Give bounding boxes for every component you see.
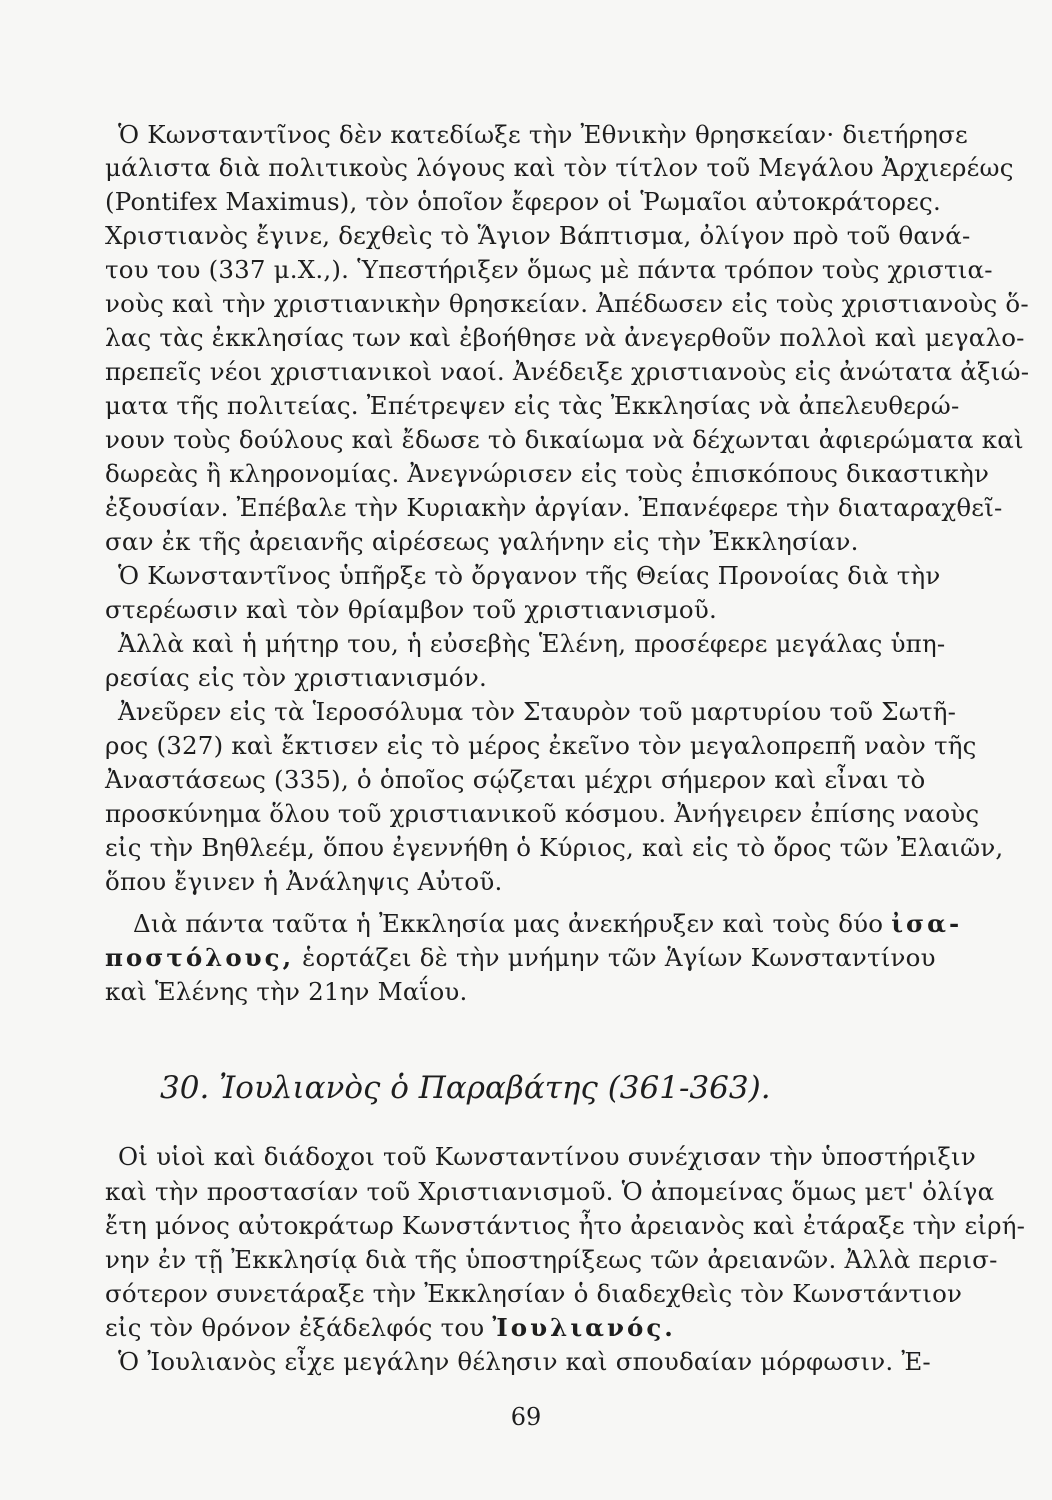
emphasized-term: ποστόλους, xyxy=(105,943,295,972)
section-heading: 30. Ἰουλιανὸς ὁ Παραβάτης (361-363). xyxy=(160,1070,771,1106)
text-line: πρεπεῖς νέοι χριστιανικοὶ ναοί. Ἀνέδειξε χριστιανοὺς εἰς ἀνώτατα ἀξιώ- xyxy=(105,357,1030,386)
emphasized-term: Ἰουλιανός. xyxy=(492,1313,676,1342)
text-line: ἐξουσίαν. Ἐπέβαλε τὴν Κυριακὴν ἀργίαν. Ἐπανέφερε τὴν διαταραχθεῖ- xyxy=(105,493,1003,522)
text-line: λας τὰς ἐκκλησίας των καὶ ἐβοήθησε νὰ ἀνεγερθοῦν πολλοὶ καὶ μεγαλο- xyxy=(105,323,1025,352)
text-line: ματα τῆς πολιτείας. Ἐπέτρεψεν εἰς τὰς Ἐκκλησίας νὰ ἀπελευθερώ- xyxy=(105,391,960,420)
text-line: Ἀνεῦρεν εἰς τὰ Ἱεροσόλυμα τὸν Σταυρὸν τοῦ μαρτυρίου τοῦ Σωτῆ- xyxy=(118,697,957,726)
text-line: εἰς τὴν Βηθλεέμ, ὅπου ἐγεννήθη ὁ Κύριος, καὶ εἰς τὸ ὄρος τῶν Ἐλαιῶν, xyxy=(105,833,1004,862)
text-span: ἑορτάζει δὲ τὴν μνήμην τῶν Ἁγίων Κωνσταντίνου xyxy=(294,943,936,972)
text-line: ἔτη μόνος αὐτοκράτωρ Κωνστάντιος ἦτο ἀρειανὸς καὶ ἐτάραξε τὴν εἰρή- xyxy=(105,1211,1026,1240)
text-line: δωρεὰς ἢ κληρονομίας. Ἀνεγνώρισεν εἰς τοὺς ἐπισκόπους δικαστικὴν xyxy=(105,459,990,488)
text-line: καὶ Ἑλένης τὴν 21ην Μαΐου. xyxy=(105,977,468,1006)
text-line: νοὺς καὶ τὴν χριστιανικὴν θρησκείαν. Ἀπέδωσεν εἰς τοὺς χριστιανοὺς ὅ- xyxy=(105,289,1029,318)
text-line: Οἱ υἱοὶ καὶ διάδοχοι τοῦ Κωνσταντίνου συνέχισαν τὴν ὑποστήριξιν xyxy=(118,1142,976,1171)
text-line: Ὁ Κωνσταντῖνος ὑπῆρξε τὸ ὄργανον τῆς Θείας Προνοίας διὰ τὴν xyxy=(118,561,941,590)
text-line: καὶ τὴν προστασίαν τοῦ Χριστιανισμοῦ. Ὁ ἀπομείνας ὅμως μετ' ὀλίγα xyxy=(105,1177,995,1206)
text-line: σαν ἐκ τῆς ἀρειανῆς αἱρέσεως γαλήνην εἰς τὴν Ἐκκλησίαν. xyxy=(105,527,859,556)
text-line: προσκύνημα ὅλου τοῦ χριστιανικοῦ κόσμου. Ἀνήγειρεν ἐπίσης ναοὺς xyxy=(105,799,980,828)
text-line: Χριστιανὸς ἔγινε, δεχθεὶς τὸ Ἅγιον Βάπτισμα, ὀλίγον πρὸ τοῦ θανά- xyxy=(105,221,971,250)
text-line: Ὁ Ἰουλιανὸς εἶχε μεγάλην θέλησιν καὶ σπουδαίαν μόρφωσιν. Ἐ- xyxy=(118,1347,931,1376)
text-line: Ὁ Κωνσταντῖνος δὲν κατεδίωξε τὴν Ἐθνικὴν θρησκείαν· διετήρησε xyxy=(118,120,968,149)
text-line xyxy=(105,1313,950,1343)
text-line: (Pontifex Maximus), τὸν ὁποῖον ἔφερον οἱ Ῥωμαῖοι αὐτοκράτορες. xyxy=(105,187,941,216)
text-line xyxy=(133,909,963,939)
page-number: 69 xyxy=(510,1403,542,1431)
text-line: σότερον συνετάραξε τὴν Ἐκκλησίαν ὁ διαδεχθεὶς τὸν Κωνστάντιον xyxy=(105,1279,963,1308)
text-line: ὅπου ἔγινεν ἡ Ἀνάληψις Αὐτοῦ. xyxy=(105,867,503,896)
text-line: νουν τοὺς δούλους καὶ ἔδωσε τὸ δικαίωμα νὰ δέχωνται ἀφιερώματα καὶ xyxy=(105,425,1024,454)
text-line: ρος (327) καὶ ἔκτισεν εἰς τὸ μέρος ἐκεῖνο τὸν μεγαλοπρεπῆ ναὸν τῆς xyxy=(105,731,977,760)
text-line: στερέωσιν καὶ τὸν θρίαμβον τοῦ χριστιανισμοῦ. xyxy=(105,595,717,624)
text-line: του του (337 μ.Χ.,). Ὑπεστήριξεν ὅμως μὲ πάντα τρόπον τοὺς χριστια- xyxy=(105,255,993,284)
text-line xyxy=(105,943,950,973)
text-line: νην ἐν τῇ Ἐκκλησίᾳ διὰ τῆς ὑποστηρίξεως τῶν ἀρειανῶν. Ἀλλὰ περισ- xyxy=(105,1245,998,1274)
emphasized-term: ἰσα- xyxy=(891,909,963,938)
text-line: μάλιστα διὰ πολιτικοὺς λόγους καὶ τὸν τίτλον τοῦ Μεγάλου Ἀρχιερέως xyxy=(105,153,1014,182)
text-line: Ἀναστάσεως (335), ὁ ὁποῖος σῴζεται μέχρι σήμερον καὶ εἶναι τὸ xyxy=(105,765,926,794)
text-span: Διὰ πάντα ταῦτα ἡ Ἐκκλησία μας ἀνεκήρυξεν καὶ τοὺς δύο xyxy=(133,909,892,938)
text-line: Ἀλλὰ καὶ ἡ μήτηρ του, ἡ εὐσεβὴς Ἑλένη, προσέφερε μεγάλας ὑπη- xyxy=(118,629,946,658)
text-span: εἰς τὸν θρόνον ἐξάδελφός του xyxy=(105,1313,493,1342)
text-line: ρεσίας εἰς τὸν χριστιανισμόν. xyxy=(105,663,487,692)
